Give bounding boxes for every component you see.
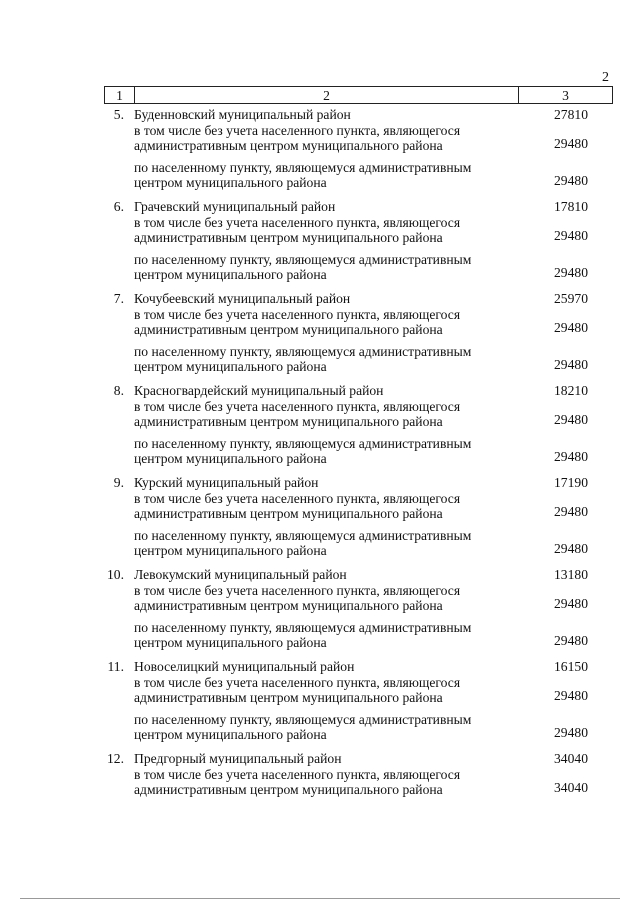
table-header-col3 bbox=[518, 86, 613, 104]
row-value: 34040 bbox=[554, 751, 588, 766]
table-row bbox=[0, 528, 639, 565]
row-name: в том числе без учета населенного пункта, являющегося административным центром муниципального района bbox=[134, 767, 461, 798]
table-row bbox=[0, 399, 639, 436]
row-name: Левокумский муниципальный район bbox=[134, 567, 347, 582]
row-value: 29480 bbox=[554, 136, 588, 151]
table-row bbox=[0, 123, 639, 160]
row-name: Предгорный муниципальный район bbox=[134, 751, 342, 766]
table-header-col1 bbox=[104, 86, 135, 104]
header-col1-label: 1 bbox=[116, 88, 123, 103]
row-name: по населенному пункту, являющемуся административным центром муниципального района bbox=[134, 160, 472, 191]
row-name: по населенному пункту, являющемуся административным центром муниципального района bbox=[134, 620, 472, 651]
table-row bbox=[0, 473, 639, 491]
row-value: 29480 bbox=[554, 596, 588, 611]
table-row bbox=[0, 712, 639, 749]
table-row bbox=[0, 436, 639, 473]
row-name: по населенному пункту, являющемуся административным центром муниципального района bbox=[134, 528, 472, 559]
row-name: по населенному пункту, являющемуся административным центром муниципального района bbox=[134, 344, 472, 375]
row-name: в том числе без учета населенного пункта, являющегося административным центром муниципального района bbox=[134, 491, 461, 522]
row-name: в том числе без учета населенного пункта, являющегося административным центром муниципального района bbox=[134, 123, 461, 154]
row-number: 6. bbox=[113, 199, 124, 214]
row-name: в том числе без учета населенного пункта, являющегося административным центром муниципального района bbox=[134, 675, 461, 706]
row-value: 17190 bbox=[554, 475, 588, 490]
row-name: Курский муниципальный район bbox=[134, 475, 319, 490]
row-name: по населенному пункту, являющемуся административным центром муниципального района bbox=[134, 712, 472, 743]
table-row bbox=[0, 657, 639, 675]
row-value: 29480 bbox=[554, 357, 588, 372]
table-row bbox=[0, 289, 639, 307]
row-value: 25970 bbox=[554, 291, 588, 306]
table-row bbox=[0, 565, 639, 583]
row-name: в том числе без учета населенного пункта, являющегося административным центром муниципального района bbox=[134, 399, 461, 430]
row-name: по населенному пункту, являющемуся административным центром муниципального района bbox=[134, 436, 472, 467]
header-col2-label: 2 bbox=[323, 88, 330, 103]
table-row bbox=[0, 767, 639, 804]
table-row bbox=[0, 381, 639, 399]
table-row bbox=[0, 105, 639, 123]
table-row bbox=[0, 620, 639, 657]
row-name: в том числе без учета населенного пункта, являющегося административным центром муниципального района bbox=[134, 215, 461, 246]
row-value: 17810 bbox=[554, 199, 588, 214]
row-value: 29480 bbox=[554, 504, 588, 519]
table-row bbox=[0, 252, 639, 289]
row-value: 29480 bbox=[554, 541, 588, 556]
row-number: 10. bbox=[107, 567, 124, 582]
row-number: 9. bbox=[113, 475, 124, 490]
table-row bbox=[0, 160, 639, 197]
page-bottom-divider bbox=[20, 898, 620, 899]
row-name: Красногвардейский муниципальный район bbox=[134, 383, 384, 398]
row-value: 29480 bbox=[554, 633, 588, 648]
row-value: 27810 bbox=[554, 107, 588, 122]
row-name: в том числе без учета населенного пункта, являющегося административным центром муниципального района bbox=[134, 583, 461, 614]
row-value: 29480 bbox=[554, 449, 588, 464]
page-number: 2 bbox=[602, 70, 609, 85]
header-col3-label: 3 bbox=[562, 88, 569, 103]
row-value: 18210 bbox=[554, 383, 588, 398]
row-value: 16150 bbox=[554, 659, 588, 674]
row-number: 11. bbox=[107, 659, 124, 674]
row-value: 29480 bbox=[554, 265, 588, 280]
table-row bbox=[0, 215, 639, 252]
row-value: 29480 bbox=[554, 320, 588, 335]
row-value: 29480 bbox=[554, 228, 588, 243]
table-row bbox=[0, 749, 639, 767]
row-value: 29480 bbox=[554, 412, 588, 427]
row-value: 13180 bbox=[554, 567, 588, 582]
table-row bbox=[0, 491, 639, 528]
row-number: 12. bbox=[107, 751, 124, 766]
row-number: 7. bbox=[113, 291, 124, 306]
row-name: по населенному пункту, являющемуся административным центром муниципального района bbox=[134, 252, 472, 283]
row-name: Буденновский муниципальный район bbox=[134, 107, 351, 122]
row-value: 29480 bbox=[554, 173, 588, 188]
row-name: Кочубеевский муниципальный район bbox=[134, 291, 351, 306]
table-row bbox=[0, 344, 639, 381]
row-value: 34040 bbox=[554, 780, 588, 795]
table-row bbox=[0, 583, 639, 620]
table-body bbox=[0, 105, 639, 804]
row-name: Новоселицкий муниципальный район bbox=[134, 659, 355, 674]
row-value: 29480 bbox=[554, 725, 588, 740]
table-row bbox=[0, 197, 639, 215]
row-name: в том числе без учета населенного пункта, являющегося административным центром муниципального района bbox=[134, 307, 461, 338]
row-number: 5. bbox=[113, 107, 124, 122]
table-header-col2 bbox=[134, 86, 519, 104]
table-row bbox=[0, 307, 639, 344]
table-row bbox=[0, 675, 639, 712]
row-number: 8. bbox=[113, 383, 124, 398]
row-value: 29480 bbox=[554, 688, 588, 703]
row-name: Грачевский муниципальный район bbox=[134, 199, 336, 214]
